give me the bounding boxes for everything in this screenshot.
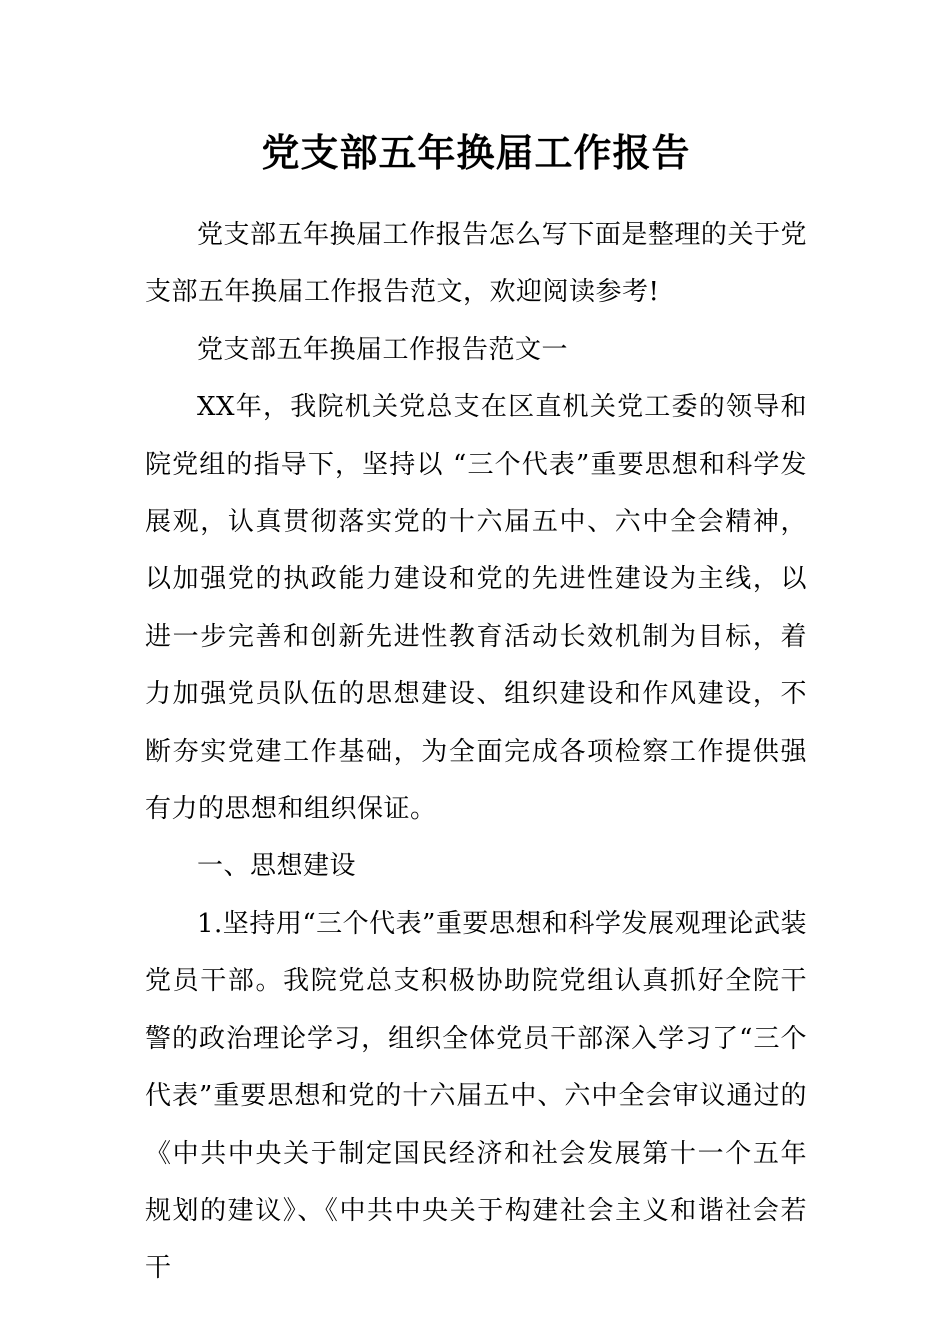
document-body	[145, 207, 807, 1298]
document-title: 党支部五年换届工作报告	[261, 130, 691, 175]
section-heading-ideological-building: 一、思想建设	[197, 851, 357, 882]
body-paragraph-item-one: 1.坚持用“三个代表”重要思想和科学发展观理论武装党员干部。我院党总支积极协助院党组认真抓好全院干警的政治理论学习，组织全体党员干部深入学习了“三个代表”重要思想和党的十六届五中、六中全会审议通过的《中共中央关于制定国民经济和社会发展第十一个五年规划的建议》、《中共中央关于构建社会主义和谐社会若干	[145, 908, 807, 1284]
body-paragraph-overview: XX年，我院机关党总支在区直机关党工委的领导和院党组的指导下，坚持以 “三个代表”重要思想和科学发展观，认真贯彻落实党的十六届五中、六中全会精神，以加强党的执政能力建设和党的先进性建设为主线，以进一步完善和创新先进性教育活动长效机制为目标，着力加强党员队伍的思想建设、组织建设和作风建设，不断夯实党建工作基础，为全面完成各项检察工作提供强有力的思想和组织保证。	[145, 392, 807, 825]
section-heading-sample-one: 党支部五年换届工作报告范文一	[197, 334, 569, 365]
intro-paragraph: 党支部五年换届工作报告怎么写下面是整理的关于党支部五年换届工作报告范文，欢迎阅读参考!	[145, 220, 807, 308]
document-content	[145, 128, 807, 1298]
